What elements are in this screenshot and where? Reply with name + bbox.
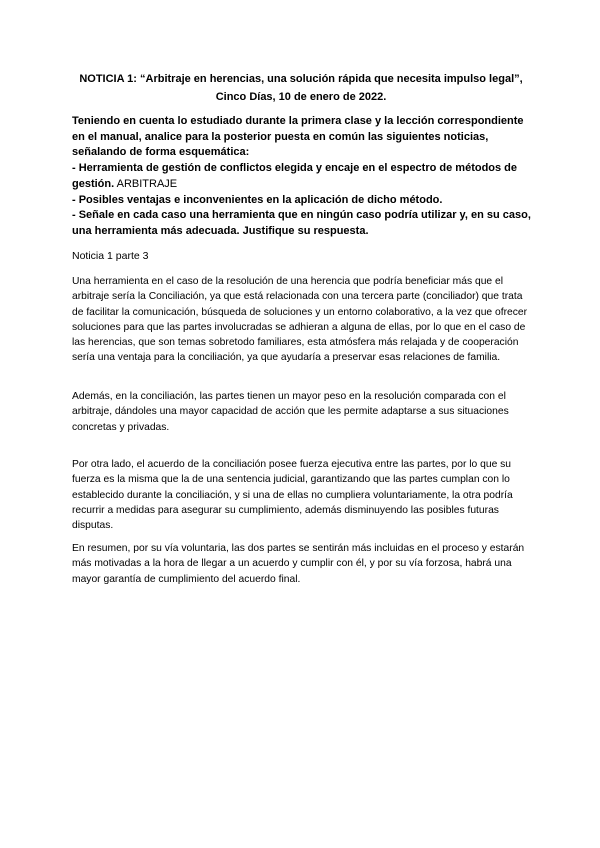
body-paragraph: Una herramienta en el caso de la resolución de una herencia que podría beneficiar más que el arbitraje sería la Conciliación, ya que está relacionada con una tercera parte (conciliador) que trata de facilitar la comunicación, búsqueda de soluciones y un entorno colaborativo, a la vez que ofrecer soluciones para que las partes involucradas se adhieran a alguna de ellas, por lo que en el caso de las herencias, que son temas sobretodo familiares, esta atmósfera más relajada y de cooperación sería una ventaja para la conciliación, ya que ayudaría a preservar esas relaciones de familia. [72,276,528,364]
instructions-item-1 [72,161,532,192]
body-paragraph: Por otra lado, el acuerdo de la conciliación posee fuerza ejecutiva entre las partes, por lo que su fuerza es la misma que la de una sentencia judicial, garantizando que las partes cumplan con lo establecido durante la conciliación, y si una de ellas no cumpliera voluntariamente, la otra podría recurrir a medidas para asegurar su cumplimiento, además disminuyendo las posibles futuras disputas. [72,459,513,532]
title-line-2: Cinco Días, 10 de enero de 2022. [215,90,387,103]
instructions-block [72,114,532,240]
document-title [72,71,530,106]
section-subtitle: Noticia 1 parte 3 [72,250,149,262]
instructions-item-2: - Posibles ventajas e inconvenientes en la aplicación de dicho método. [72,193,443,206]
item-1-answer: ARBITRAJE [116,177,178,190]
instructions-intro: Teniendo en cuenta lo estudiado durante la primera clase y la lección correspondiente en el manual, analice para la posterior puesta en común las siguientes noticias, señalando de forma esquemática: [72,115,524,159]
body-paragraph: En resumen, por su vía voluntaria, las dos partes se sentirán más incluidas en el proceso y estarán más motivadas a la hora de llegar a un acuerdo y cumplir con él, y por su vía forzosa, habrá una mayor garantía de cumplimiento del acuerdo final. [72,543,525,585]
item-1-text: - Herramienta de gestión de conflictos elegida y encaje en el espectro de métodos de gestión. [72,162,518,190]
body-paragraph: Además, en la conciliación, las partes tienen un mayor peso en la resolución comparada con el arbitraje, dándoles una mayor capacidad de acción que les permite adaptarse a sus situaciones concretas y privadas. [72,391,509,433]
title-line-1: NOTICIA 1: “Arbitraje en herencias, una solución rápida que necesita impulso legal”, [79,73,523,85]
instructions-item-3: - Señale en cada caso una herramienta que en ningún caso podría utilizar y, en su caso, una herramienta más adecuada. Justifique su respuesta. [72,209,531,237]
